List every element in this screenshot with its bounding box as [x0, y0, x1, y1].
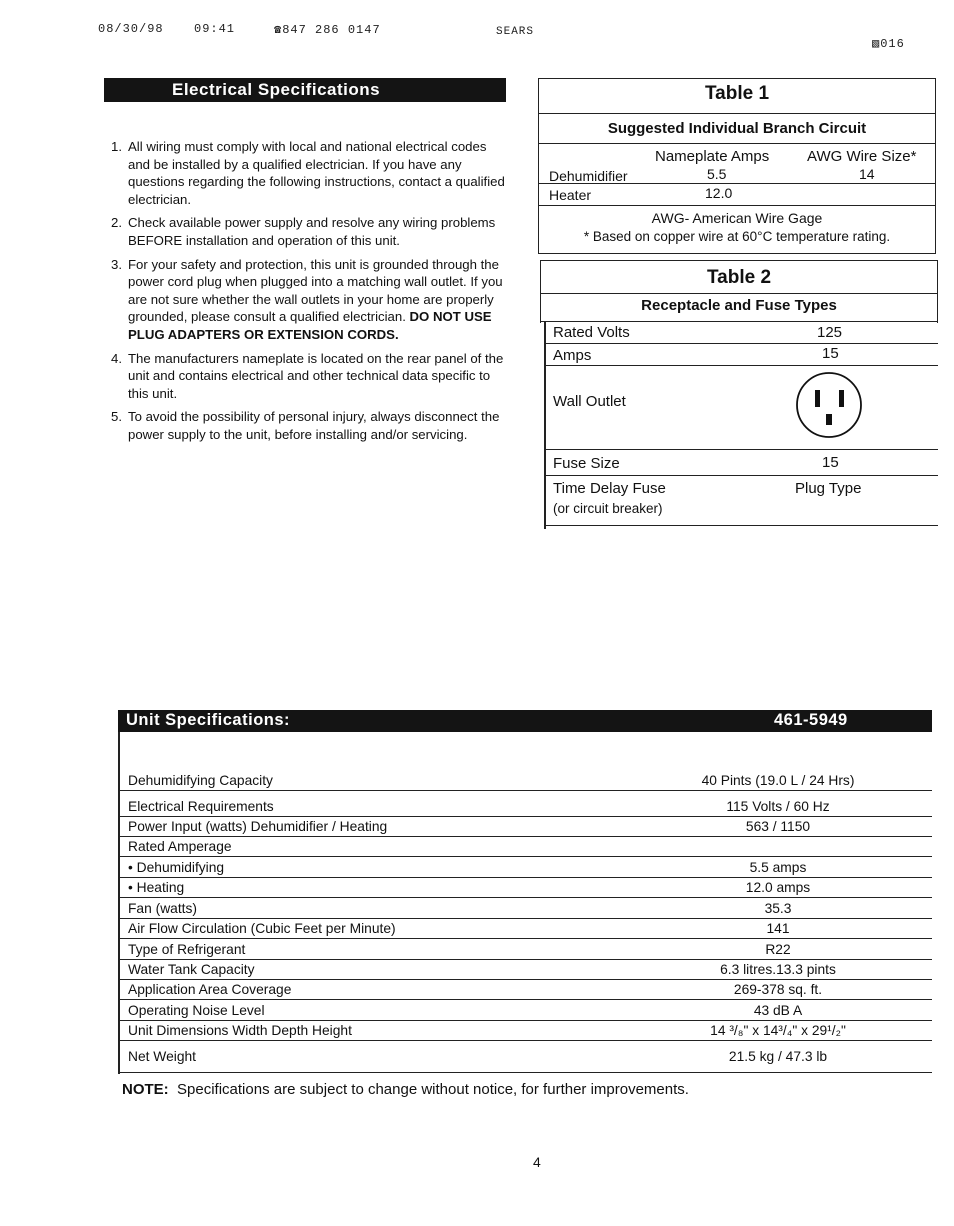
fuse-size-value: 15: [822, 454, 839, 471]
spec-value: 21.5 kg / 47.3 lb: [728, 1049, 828, 1064]
list-item: [106, 408, 506, 443]
spec-label: Dehumidifying Capacity: [128, 773, 273, 788]
list-item: [106, 256, 506, 344]
item-text: For your safety and protection, this unit is grounded through the power cord plug when plugged into a matching wall outlet. If you are not sure whether the wall outlets in your home are properly grounded, please consult a qualified electrician.: [128, 256, 503, 325]
rated-volts-value: 125: [817, 324, 843, 341]
time-delay-fuse-label: Time Delay Fuse: [553, 480, 666, 497]
table-row: [118, 918, 932, 939]
spec-label: Application Area Coverage: [128, 982, 292, 997]
list-item: [106, 138, 506, 208]
table-row: [118, 836, 932, 857]
item-number: 3.: [111, 256, 122, 272]
list-item: [106, 214, 506, 249]
wall-outlet-icon: [792, 368, 866, 442]
wall-outlet-label: Wall Outlet: [553, 393, 626, 410]
spec-value: 563 / 1150: [745, 819, 811, 834]
table-row: [118, 959, 932, 980]
table-2-subtitle: Receptacle and Fuse Types: [641, 297, 837, 314]
spec-label: Water Tank Capacity: [128, 962, 255, 977]
item-warning: DO NOT USE PLUG ADAPTERS OR EXTENSION CORDS.: [128, 309, 492, 342]
spec-label: Operating Noise Level: [128, 1003, 265, 1018]
table-1-note-awg: AWG- American Wire Gage: [651, 210, 823, 226]
spec-value: 12.0 amps: [745, 880, 811, 895]
item-text: The manufacturers nameplate is located on the rear panel of the unit and contains electrical and other technical data specific to this unit.: [128, 350, 504, 401]
amps-value: 15: [822, 345, 839, 362]
spec-label: Unit Dimensions Width Depth Height: [128, 1023, 352, 1038]
spec-label: Electrical Requirements: [128, 799, 274, 814]
item-number: 1.: [111, 139, 122, 154]
table-row: [118, 1020, 932, 1041]
table-row: [118, 1040, 932, 1073]
table-2-title: Table 2: [706, 267, 772, 288]
fax-page-code: ▧016: [872, 37, 905, 51]
spec-value: 141: [766, 921, 790, 936]
dehumidifier-amps: 5.5: [707, 166, 727, 182]
item-number: 5.: [111, 409, 122, 425]
table-row: [118, 877, 932, 898]
unit-spec-title: Unit Specifications:: [126, 711, 291, 729]
spec-value: 269-378 sq. ft.: [733, 982, 823, 997]
spec-value: 14 ³/₈" x 14³/₄" x 29¹/₂": [710, 1023, 846, 1038]
note-text: Specifications are subject to change without notice, for further improvements.: [177, 1081, 689, 1098]
spec-value: 115 Volts / 60 Hz: [726, 799, 830, 814]
spec-label: Power Input (watts) Dehumidifier / Heating: [128, 819, 388, 834]
unit-model-number: 461-5949: [774, 711, 848, 729]
table-row: [118, 732, 932, 791]
note: [122, 1081, 689, 1098]
table-row: [118, 897, 932, 919]
fax-sender: SEARS: [496, 26, 535, 38]
spec-label: • Heating: [128, 880, 185, 895]
spec-label: Rated Amperage: [128, 839, 232, 854]
column-header-nameplate-amps: Nameplate Amps: [655, 148, 770, 165]
spec-value: R22: [765, 942, 791, 957]
spec-label: Fan (watts): [128, 901, 197, 916]
item-number: 2.: [111, 215, 122, 231]
circuit-breaker-note: (or circuit breaker): [553, 501, 663, 516]
spec-value: 35.3: [764, 901, 792, 916]
table-2: [540, 260, 938, 528]
spec-label: • Dehumidifying: [128, 860, 225, 875]
table-row: [118, 816, 932, 837]
fuse-size-label: Fuse Size: [553, 455, 620, 472]
electrical-title: Electrical Specifications: [104, 78, 506, 102]
table-row: [118, 938, 932, 960]
electrical-list: [106, 138, 506, 450]
table-row: [118, 856, 932, 878]
plug-type-label: Plug Type: [795, 480, 862, 497]
fax-time: 09:41: [194, 22, 236, 36]
fax-date: 08/30/98: [98, 22, 164, 36]
amps-label: Amps: [553, 347, 592, 364]
table-row: [118, 979, 932, 1000]
note-label: NOTE:: [122, 1081, 169, 1098]
table-1: [538, 78, 936, 254]
spec-value: 5.5 amps: [749, 860, 807, 875]
table-row: [118, 999, 932, 1021]
spec-value: 6.3 litres.13.3 pints: [720, 962, 836, 977]
table-1-note-copper: * Based on copper wire at 60°C temperature rating.: [583, 229, 891, 244]
table-row: [118, 790, 932, 817]
spec-value: 40 Pints (19.0 L / 24 Hrs): [701, 773, 855, 788]
spec-value: 43 dB A: [753, 1003, 803, 1018]
rated-volts-label: Rated Volts: [553, 324, 630, 341]
item-number: 4.: [111, 350, 122, 366]
item-text: All wiring must comply with local and national electrical codes and be installed by a qualified electrician. If you have any questions regarding the following instructions, contact a qualified electrician.: [128, 139, 505, 207]
spec-label: Type of Refrigerant: [128, 942, 246, 957]
column-header-awg-wire-size: AWG Wire Size*: [807, 148, 917, 165]
spec-label: Net Weight: [128, 1049, 196, 1064]
spec-label: Air Flow Circulation (Cubic Feet per Minute): [128, 921, 396, 936]
list-item: [106, 350, 506, 403]
table-1-subtitle: Suggested Individual Branch Circuit: [607, 120, 867, 137]
item-text: To avoid the possibility of personal injury, always disconnect the power supply to the unit, before installing and/or servicing.: [128, 409, 500, 442]
table-1-title: Table 1: [704, 83, 770, 104]
row-label-heater: Heater: [549, 187, 592, 203]
heater-amps: 12.0: [705, 185, 733, 201]
item-text: Check available power supply and resolve any wiring problems BEFORE installation and operation of this unit.: [128, 215, 496, 248]
page-number: 4: [533, 1154, 541, 1170]
fax-phone: ☎847 286 0147: [274, 23, 381, 37]
row-label-dehumidifier: Dehumidifier: [549, 168, 628, 184]
unit-spec-header: [118, 710, 932, 732]
dehumidifier-awg: 14: [859, 166, 875, 182]
